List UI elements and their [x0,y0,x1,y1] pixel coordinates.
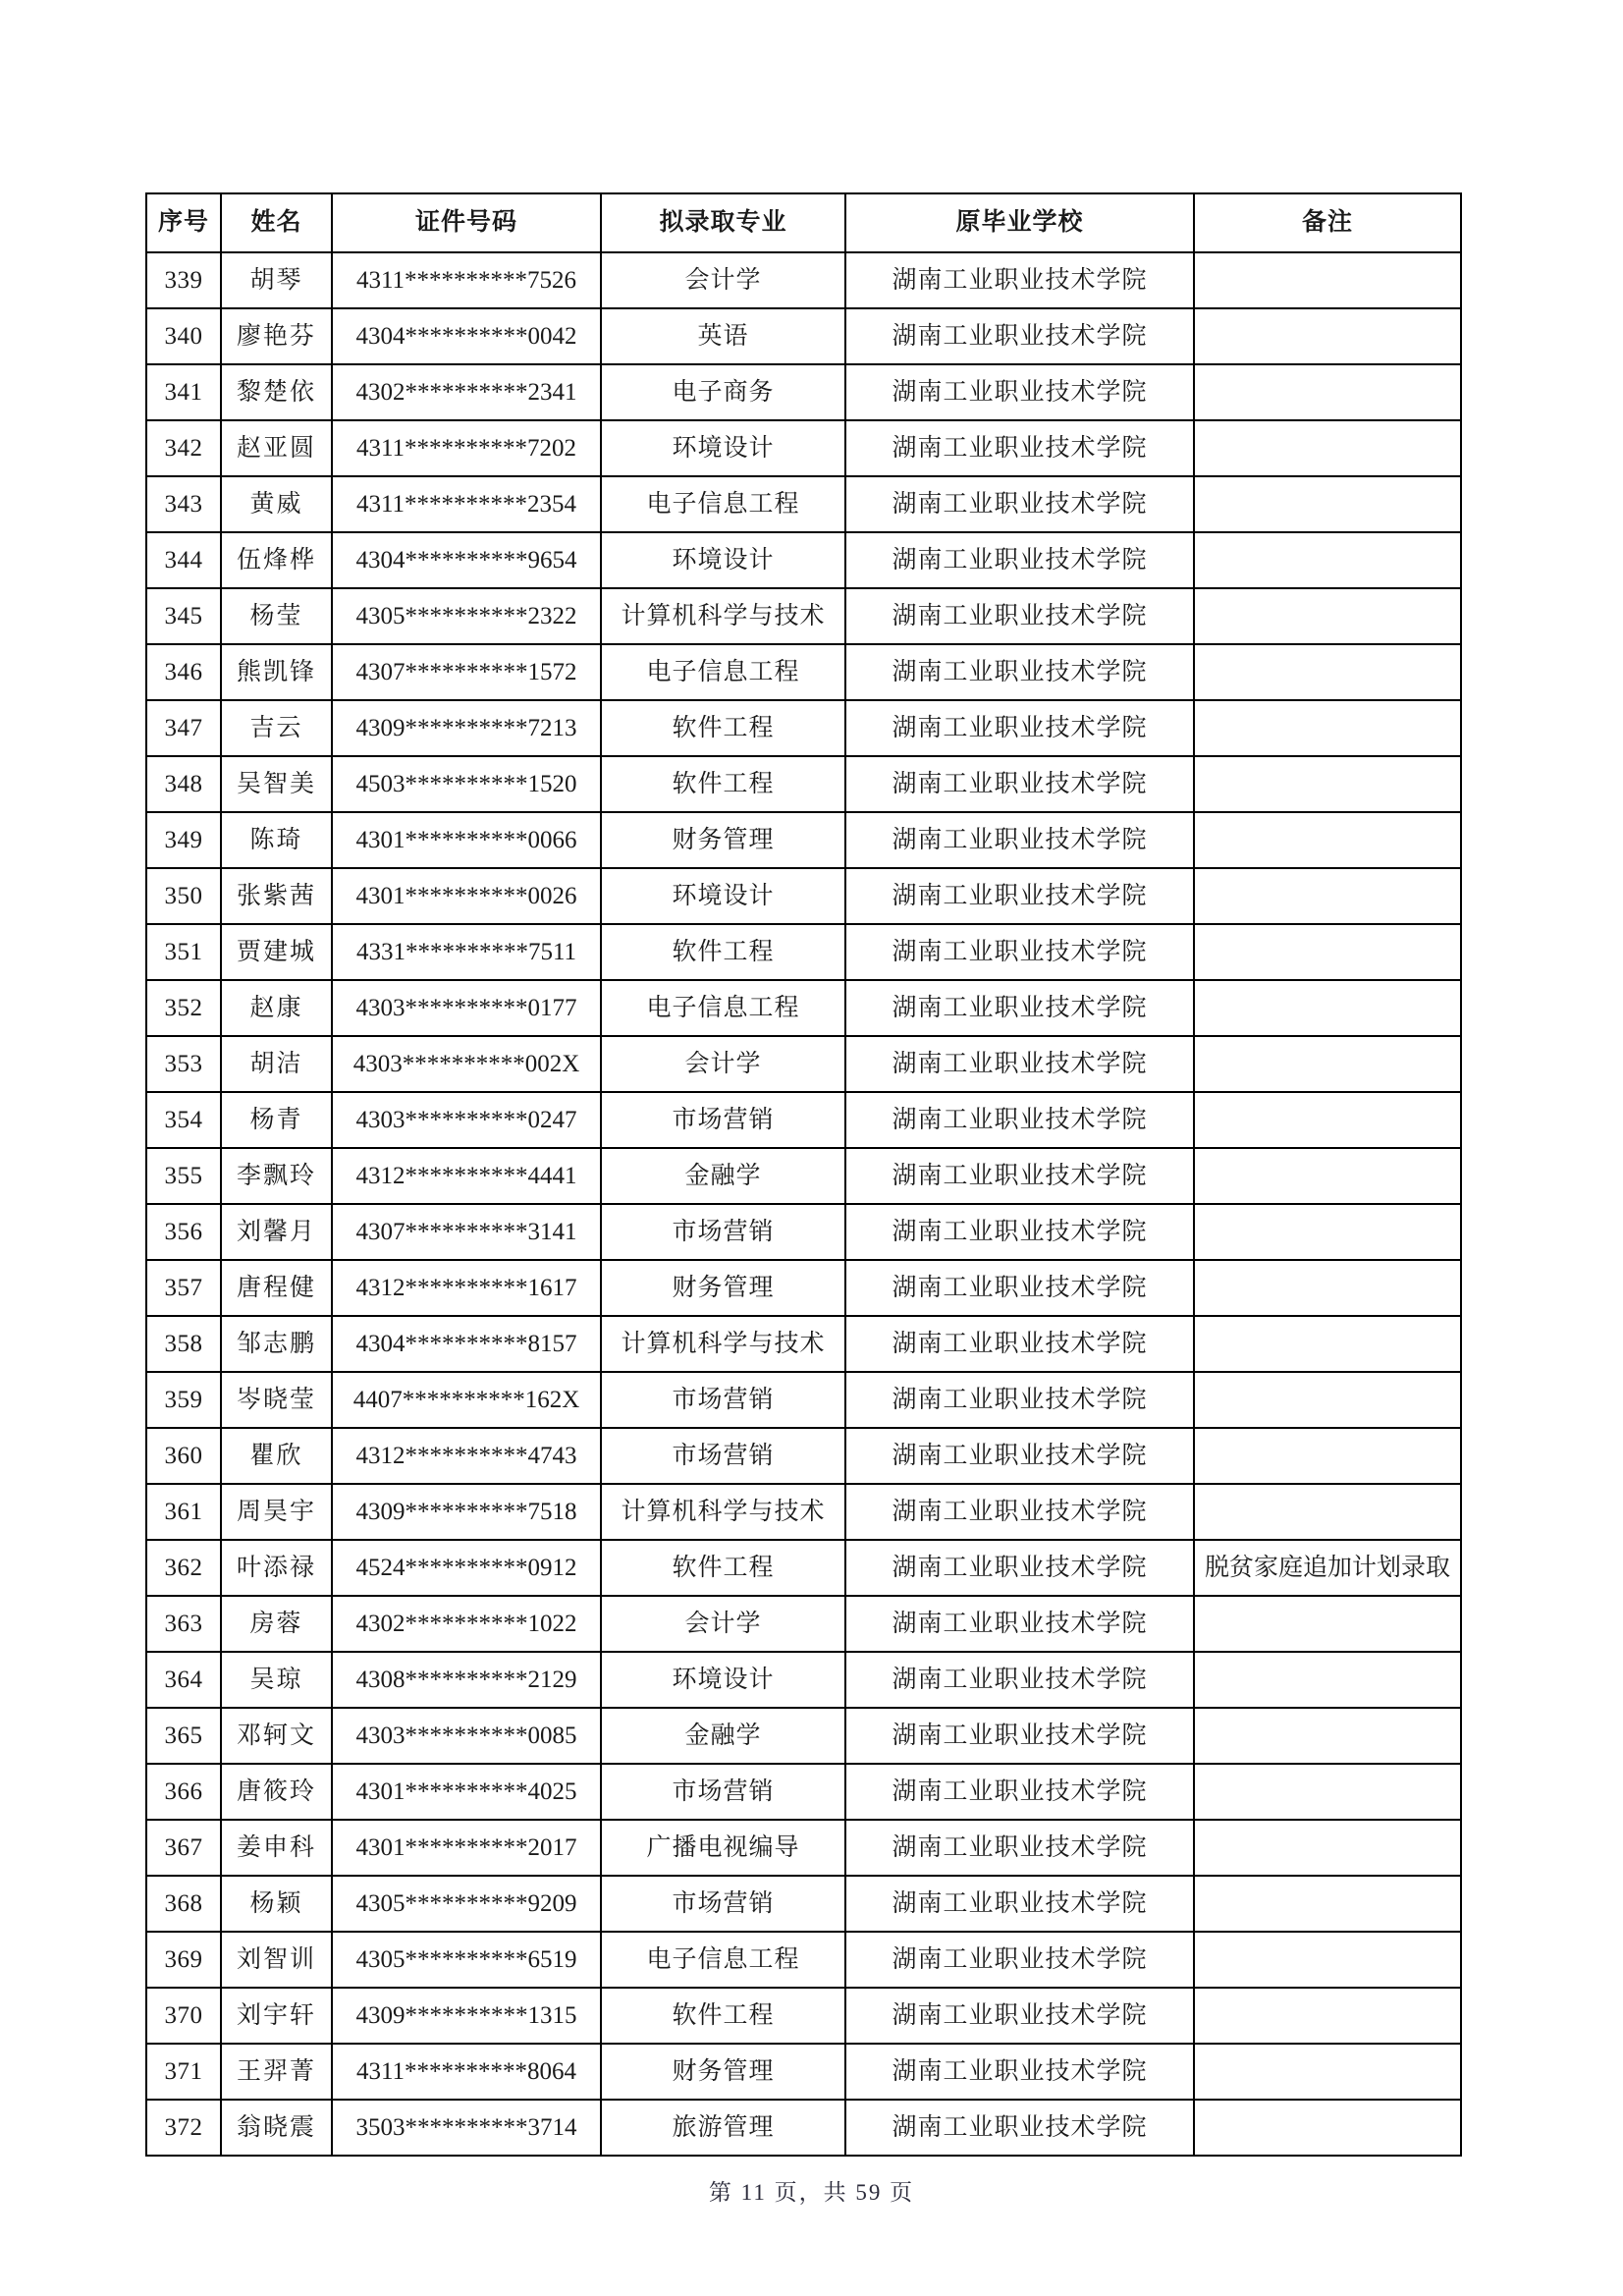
cell-id-number: 4305**********9209 [332,1876,601,1932]
table-row [146,532,1461,588]
admission-roster-table-wrap [145,192,1460,2157]
cell-school: 湖南工业职业技术学院 [845,1148,1194,1204]
cell-name: 邓轲文 [221,1708,332,1764]
cell-sequence: 367 [146,1820,221,1876]
cell-major: 金融学 [601,1148,845,1204]
cell-major: 会计学 [601,1596,845,1652]
cell-id-number: 4308**********2129 [332,1652,601,1708]
table-row [146,1652,1461,1708]
cell-remark [1194,364,1461,420]
cell-remark [1194,1596,1461,1652]
cell-remark [1194,756,1461,812]
cell-id-number: 4303**********0177 [332,980,601,1036]
cell-id-number: 4309**********1315 [332,1988,601,2044]
cell-id-number: 4307**********3141 [332,1204,601,1260]
cell-major: 计算机科学与技术 [601,1484,845,1540]
cell-id-number: 4309**********7518 [332,1484,601,1540]
cell-major: 会计学 [601,252,845,308]
cell-name: 吴琼 [221,1652,332,1708]
cell-sequence: 369 [146,1932,221,1988]
cell-id-number: 4311**********7526 [332,252,601,308]
table-row [146,1484,1461,1540]
cell-remark [1194,1484,1461,1540]
cell-sequence: 362 [146,1540,221,1596]
cell-remark [1194,1092,1461,1148]
cell-major: 财务管理 [601,812,845,868]
table-row [146,812,1461,868]
table-row [146,644,1461,700]
cell-sequence: 340 [146,308,221,364]
cell-remark [1194,252,1461,308]
cell-id-number: 4303**********0085 [332,1708,601,1764]
cell-name: 王羿菁 [221,2044,332,2100]
cell-id-number: 4524**********0912 [332,1540,601,1596]
cell-name: 刘智训 [221,1932,332,1988]
cell-school: 湖南工业职业技术学院 [845,868,1194,924]
table-row [146,1596,1461,1652]
cell-id-number: 4311**********7202 [332,420,601,476]
cell-sequence: 361 [146,1484,221,1540]
table-row [146,1148,1461,1204]
cell-id-number: 4312**********4441 [332,1148,601,1204]
cell-sequence: 351 [146,924,221,980]
cell-id-number: 4309**********7213 [332,700,601,756]
cell-id-number: 4304**********0042 [332,308,601,364]
column-header-school: 原毕业学校 [845,193,1194,252]
cell-sequence: 363 [146,1596,221,1652]
cell-major: 财务管理 [601,2044,845,2100]
cell-name: 陈琦 [221,812,332,868]
cell-name: 岑晓莹 [221,1372,332,1428]
cell-remark [1194,1204,1461,1260]
cell-sequence: 371 [146,2044,221,2100]
cell-id-number: 4311**********8064 [332,2044,601,2100]
cell-sequence: 356 [146,1204,221,1260]
cell-name: 姜申科 [221,1820,332,1876]
cell-id-number: 4503**********1520 [332,756,601,812]
cell-school: 湖南工业职业技术学院 [845,588,1194,644]
table-row [146,1820,1461,1876]
cell-id-number: 4302**********1022 [332,1596,601,1652]
cell-major: 计算机科学与技术 [601,588,845,644]
table-row [146,1316,1461,1372]
table-row [146,1036,1461,1092]
cell-major: 市场营销 [601,1428,845,1484]
cell-name: 黄威 [221,476,332,532]
cell-school: 湖南工业职业技术学院 [845,700,1194,756]
table-row [146,1372,1461,1428]
table-row [146,364,1461,420]
cell-school: 湖南工业职业技术学院 [845,476,1194,532]
cell-major: 金融学 [601,1708,845,1764]
cell-remark [1194,532,1461,588]
cell-major: 计算机科学与技术 [601,1316,845,1372]
table-row [146,420,1461,476]
cell-remark [1194,980,1461,1036]
cell-major: 电子信息工程 [601,980,845,1036]
cell-major: 电子信息工程 [601,476,845,532]
cell-id-number: 4407**********162X [332,1372,601,1428]
cell-sequence: 370 [146,1988,221,2044]
cell-name: 唐筱玲 [221,1764,332,1820]
cell-sequence: 343 [146,476,221,532]
cell-school: 湖南工业职业技术学院 [845,1764,1194,1820]
table-row [146,1932,1461,1988]
table-row [146,1708,1461,1764]
cell-sequence: 366 [146,1764,221,1820]
cell-major: 电子商务 [601,364,845,420]
cell-school: 湖南工业职业技术学院 [845,308,1194,364]
cell-major: 广播电视编导 [601,1820,845,1876]
table-row [146,980,1461,1036]
cell-id-number: 4302**********2341 [332,364,601,420]
table-row [146,308,1461,364]
table-row [146,868,1461,924]
cell-sequence: 349 [146,812,221,868]
cell-school: 湖南工业职业技术学院 [845,1204,1194,1260]
cell-name: 贾建城 [221,924,332,980]
cell-school: 湖南工业职业技术学院 [845,1372,1194,1428]
admission-roster-table [145,192,1462,2157]
cell-sequence: 342 [146,420,221,476]
cell-school: 湖南工业职业技术学院 [845,1092,1194,1148]
cell-school: 湖南工业职业技术学院 [845,1652,1194,1708]
cell-id-number: 4304**********8157 [332,1316,601,1372]
cell-major: 财务管理 [601,1260,845,1316]
table-row [146,1260,1461,1316]
cell-id-number: 4303**********002X [332,1036,601,1092]
cell-id-number: 4311**********2354 [332,476,601,532]
cell-id-number: 4331**********7511 [332,924,601,980]
cell-remark [1194,1148,1461,1204]
cell-major: 市场营销 [601,1092,845,1148]
cell-sequence: 352 [146,980,221,1036]
cell-major: 环境设计 [601,532,845,588]
cell-name: 瞿欣 [221,1428,332,1484]
table-row [146,1540,1461,1596]
cell-name: 杨青 [221,1092,332,1148]
page-footer: 第 11 页，共 59 页 [708,2180,915,2205]
cell-remark [1194,1764,1461,1820]
cell-name: 杨莹 [221,588,332,644]
cell-school: 湖南工业职业技术学院 [845,924,1194,980]
cell-name: 熊凯锋 [221,644,332,700]
cell-school: 湖南工业职业技术学院 [845,1428,1194,1484]
cell-name: 周昊宇 [221,1484,332,1540]
cell-remark [1194,476,1461,532]
cell-major: 会计学 [601,1036,845,1092]
cell-sequence: 360 [146,1428,221,1484]
cell-id-number: 4301**********0026 [332,868,601,924]
cell-major: 电子信息工程 [601,1932,845,1988]
cell-major: 旅游管理 [601,2100,845,2156]
cell-sequence: 357 [146,1260,221,1316]
cell-sequence: 345 [146,588,221,644]
cell-school: 湖南工业职业技术学院 [845,2044,1194,2100]
cell-id-number: 4304**********9654 [332,532,601,588]
cell-major: 软件工程 [601,1988,845,2044]
cell-major: 软件工程 [601,1540,845,1596]
cell-major: 软件工程 [601,756,845,812]
table-row [146,252,1461,308]
cell-name: 吉云 [221,700,332,756]
table-row [146,2044,1461,2100]
cell-name: 吴智美 [221,756,332,812]
column-header-sequence: 序号 [146,193,221,252]
cell-id-number: 4307**********1572 [332,644,601,700]
cell-remark [1194,1316,1461,1372]
cell-sequence: 348 [146,756,221,812]
cell-major: 软件工程 [601,700,845,756]
cell-sequence: 346 [146,644,221,700]
cell-school: 湖南工业职业技术学院 [845,1316,1194,1372]
cell-school: 湖南工业职业技术学院 [845,812,1194,868]
cell-school: 湖南工业职业技术学院 [845,1932,1194,1988]
cell-remark [1194,1932,1461,1988]
cell-sequence: 344 [146,532,221,588]
cell-remark [1194,2100,1461,2156]
cell-remark [1194,2044,1461,2100]
cell-school: 湖南工业职业技术学院 [845,2100,1194,2156]
cell-school: 湖南工业职业技术学院 [845,756,1194,812]
cell-name: 刘宇轩 [221,1988,332,2044]
cell-sequence: 358 [146,1316,221,1372]
cell-remark [1194,420,1461,476]
cell-remark [1194,924,1461,980]
cell-name: 胡洁 [221,1036,332,1092]
cell-remark [1194,1876,1461,1932]
cell-school: 湖南工业职业技术学院 [845,1484,1194,1540]
cell-remark [1194,1372,1461,1428]
cell-name: 刘馨月 [221,1204,332,1260]
cell-school: 湖南工业职业技术学院 [845,252,1194,308]
cell-remark [1194,588,1461,644]
cell-remark [1194,1036,1461,1092]
cell-major: 电子信息工程 [601,644,845,700]
table-row [146,1428,1461,1484]
cell-sequence: 354 [146,1092,221,1148]
cell-sequence: 350 [146,868,221,924]
cell-sequence: 372 [146,2100,221,2156]
cell-name: 邹志鹏 [221,1316,332,1372]
cell-school: 湖南工业职业技术学院 [845,644,1194,700]
cell-remark [1194,1988,1461,2044]
cell-school: 湖南工业职业技术学院 [845,1260,1194,1316]
cell-major: 环境设计 [601,1652,845,1708]
cell-name: 房蓉 [221,1596,332,1652]
cell-major: 英语 [601,308,845,364]
cell-remark [1194,868,1461,924]
cell-remark [1194,1260,1461,1316]
table-header [146,193,1461,252]
cell-name: 杨颖 [221,1876,332,1932]
cell-remark [1194,700,1461,756]
table-body [146,252,1461,2156]
cell-major: 软件工程 [601,924,845,980]
table-row [146,1876,1461,1932]
cell-school: 湖南工业职业技术学院 [845,1708,1194,1764]
cell-sequence: 359 [146,1372,221,1428]
table-row [146,1764,1461,1820]
table-row [146,700,1461,756]
cell-name: 伍烽桦 [221,532,332,588]
cell-school: 湖南工业职业技术学院 [845,1540,1194,1596]
cell-school: 湖南工业职业技术学院 [845,420,1194,476]
table-row [146,756,1461,812]
column-header-major: 拟录取专业 [601,193,845,252]
cell-major: 市场营销 [601,1372,845,1428]
cell-sequence: 368 [146,1876,221,1932]
cell-sequence: 353 [146,1036,221,1092]
cell-school: 湖南工业职业技术学院 [845,980,1194,1036]
cell-remark: 脱贫家庭追加计划录取 [1194,1540,1461,1596]
cell-major: 市场营销 [601,1876,845,1932]
cell-remark [1194,644,1461,700]
cell-name: 廖艳芬 [221,308,332,364]
cell-name: 赵康 [221,980,332,1036]
cell-remark [1194,1708,1461,1764]
cell-remark [1194,1820,1461,1876]
cell-id-number: 4312**********1617 [332,1260,601,1316]
cell-remark [1194,1428,1461,1484]
cell-remark [1194,308,1461,364]
table-row [146,2100,1461,2156]
cell-name: 唐程健 [221,1260,332,1316]
cell-name: 翁晓震 [221,2100,332,2156]
column-header-name: 姓名 [221,193,332,252]
cell-school: 湖南工业职业技术学院 [845,1988,1194,2044]
cell-id-number: 4301**********0066 [332,812,601,868]
cell-name: 李飘玲 [221,1148,332,1204]
cell-sequence: 355 [146,1148,221,1204]
table-row [146,1988,1461,2044]
cell-sequence: 341 [146,364,221,420]
table-row [146,1204,1461,1260]
cell-id-number: 4303**********0247 [332,1092,601,1148]
cell-id-number: 4301**********2017 [332,1820,601,1876]
cell-major: 环境设计 [601,420,845,476]
cell-school: 湖南工业职业技术学院 [845,364,1194,420]
cell-name: 张紫茜 [221,868,332,924]
table-row [146,924,1461,980]
cell-name: 黎楚依 [221,364,332,420]
cell-sequence: 364 [146,1652,221,1708]
cell-remark [1194,812,1461,868]
table-row [146,476,1461,532]
cell-major: 市场营销 [601,1204,845,1260]
cell-school: 湖南工业职业技术学院 [845,1876,1194,1932]
cell-id-number: 4305**********6519 [332,1932,601,1988]
column-header-remark: 备注 [1194,193,1461,252]
cell-id-number: 4301**********4025 [332,1764,601,1820]
cell-major: 市场营销 [601,1764,845,1820]
cell-major: 环境设计 [601,868,845,924]
cell-remark [1194,1652,1461,1708]
table-row [146,588,1461,644]
cell-id-number: 3503**********3714 [332,2100,601,2156]
cell-id-number: 4312**********4743 [332,1428,601,1484]
cell-sequence: 365 [146,1708,221,1764]
table-header-row [146,193,1461,252]
cell-sequence: 339 [146,252,221,308]
table-row [146,1092,1461,1148]
cell-name: 叶添禄 [221,1540,332,1596]
cell-school: 湖南工业职业技术学院 [845,1596,1194,1652]
cell-id-number: 4305**********2322 [332,588,601,644]
column-header-id-number: 证件号码 [332,193,601,252]
cell-name: 赵亚圆 [221,420,332,476]
cell-sequence: 347 [146,700,221,756]
cell-name: 胡琴 [221,252,332,308]
cell-school: 湖南工业职业技术学院 [845,532,1194,588]
cell-school: 湖南工业职业技术学院 [845,1036,1194,1092]
cell-school: 湖南工业职业技术学院 [845,1820,1194,1876]
